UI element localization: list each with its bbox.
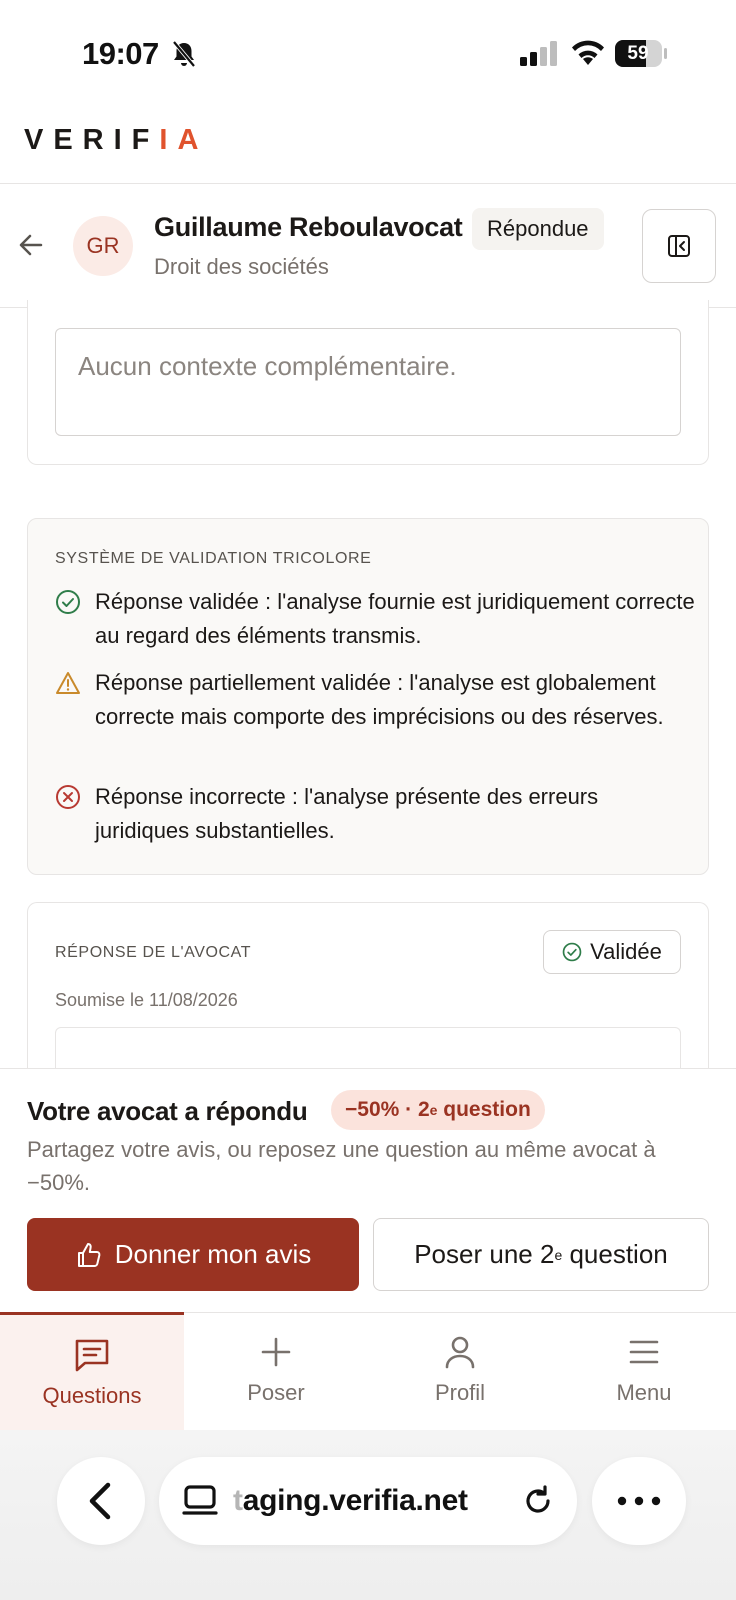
legend-title: SYSTÈME DE VALIDATION TRICOLORE (55, 550, 372, 567)
panel-toggle-button[interactable] (642, 209, 716, 283)
logo-text: VERIF (24, 124, 160, 156)
sidebar-panel-icon (666, 233, 692, 259)
legend-item-incorrect (55, 780, 695, 848)
tab-label: Menu (616, 1380, 672, 1405)
browser-back-button[interactable] (57, 1457, 145, 1545)
status-time: 19:07 (82, 36, 159, 71)
validated-badge (543, 930, 681, 974)
ask-second-question-button[interactable] (373, 1218, 709, 1291)
silent-bell-icon (171, 40, 197, 68)
status-badge: Répondue (472, 208, 604, 250)
message-square-icon (73, 1337, 111, 1373)
wifi-icon (570, 39, 606, 67)
header-divider (0, 183, 736, 184)
chevron-left-icon (84, 1481, 118, 1521)
sheet-description: Partagez votre avis, ou reposez une question au même avocat à −50%. (27, 1137, 656, 1195)
second-question-prefix: Poser une 2 (414, 1239, 555, 1269)
brand-logo[interactable] (24, 124, 208, 157)
lawyer-specialty: Droit des sociétés (154, 254, 329, 279)
logo-accent: IA (159, 124, 209, 156)
thumbs-up-icon (75, 1241, 103, 1269)
validated-label: Validée (590, 939, 662, 964)
second-question-suffix: question (562, 1239, 668, 1269)
tab-label: Poser (247, 1380, 305, 1405)
tab-profil[interactable] (368, 1312, 552, 1430)
back-arrow-icon[interactable] (16, 230, 46, 260)
give-feedback-label: Donner mon avis (114, 1239, 312, 1269)
url-faded: t (233, 1484, 243, 1517)
legend-text: Réponse incorrecte : l'analyse présente des erreurs juridiques substantielles. (95, 784, 599, 843)
browser-more-button[interactable] (592, 1457, 686, 1545)
url-main: aging.verifia.net (242, 1484, 468, 1517)
more-dots-icon (617, 1496, 661, 1506)
submitted-date: Soumise le 11/08/2026 (55, 990, 238, 1010)
legend-item-validated (55, 585, 695, 653)
url-text (233, 1484, 507, 1518)
cellular-signal-icon (520, 41, 560, 66)
discount-badge (331, 1090, 545, 1130)
url-bar[interactable] (159, 1457, 577, 1545)
battery-level: 59 (627, 42, 649, 64)
tab-label: Profil (434, 1380, 486, 1405)
battery-indicator (614, 39, 668, 68)
answer-title: RÉPONSE DE L'AVOCAT (55, 944, 252, 961)
warning-triangle-icon (55, 670, 81, 696)
legend-item-partial (55, 666, 695, 734)
tab-menu[interactable] (552, 1312, 736, 1430)
context-field: Aucun contexte complémentaire. (55, 328, 681, 436)
second-question-sup: e (554, 1246, 563, 1263)
lawyer-name: Guillaume Reboulavocat (154, 212, 463, 242)
tab-label: Questions (42, 1383, 142, 1408)
legend-text: Réponse partiellement validée : l'analyse est globalement correcte mais comporte des imprécisions ou des réserves. (95, 670, 664, 729)
sheet-title: Votre avocat a répondu (27, 1096, 308, 1126)
discount-prefix: −50% · 2 (345, 1098, 430, 1121)
tab-poser[interactable] (184, 1312, 368, 1430)
check-circle-icon (562, 942, 582, 962)
discount-suffix: question (437, 1098, 531, 1121)
plus-icon (258, 1334, 294, 1370)
user-icon (442, 1334, 478, 1370)
avatar: GR (73, 216, 133, 276)
tab-questions[interactable] (0, 1312, 184, 1430)
legend-text: Réponse validée : l'analyse fournie est juridiquement correcte au regard des éléments transmis. (95, 589, 695, 648)
menu-icon (626, 1334, 662, 1370)
give-feedback-button[interactable] (27, 1218, 359, 1291)
discount-sup: e (429, 1102, 438, 1118)
x-circle-icon (55, 784, 81, 810)
reload-icon[interactable] (521, 1484, 555, 1518)
check-circle-icon (55, 589, 81, 615)
tab-overview-icon (181, 1482, 219, 1520)
